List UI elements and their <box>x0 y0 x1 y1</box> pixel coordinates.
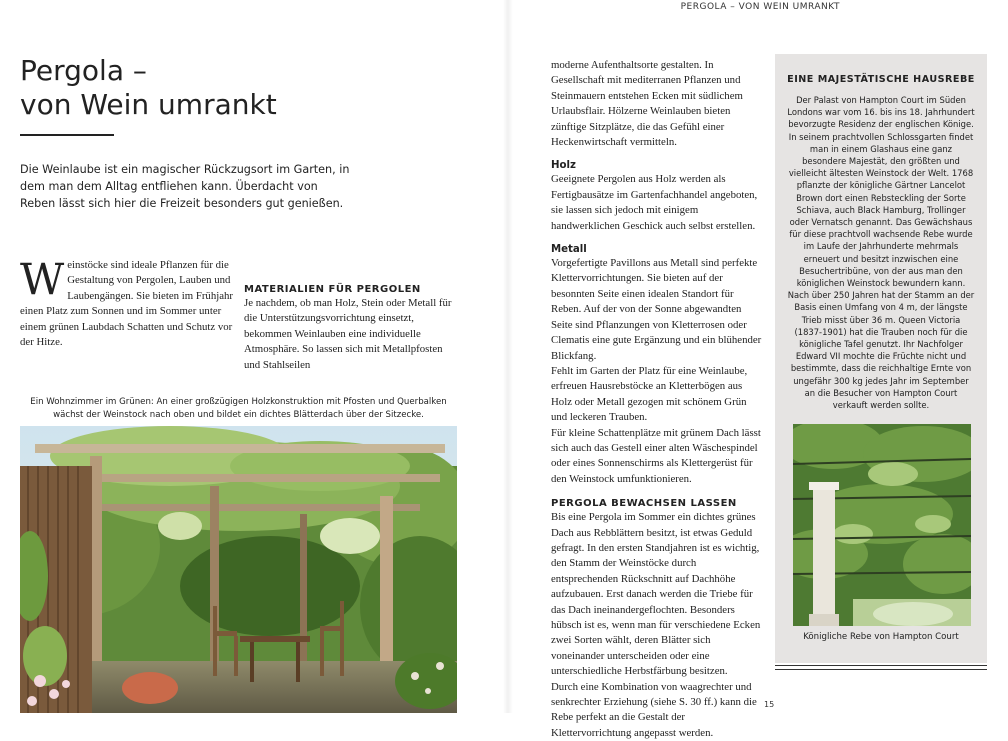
metall-text-3: Für kleine Schattenplätze mit grünem Dach lässt sich auch das Gestell einer alten Wäschespindel oder eines Sonnenschirms als Klettergerüst für den Weinstock umfunktionieren. <box>551 426 761 485</box>
article-column-2 <box>244 284 459 373</box>
pergola-photo-image <box>20 426 457 713</box>
article-column-1 <box>20 255 234 350</box>
title-line-2: von Wein umrankt <box>20 88 277 121</box>
materials-heading: MATERIALIEN FÜR PERGOLEN <box>244 284 421 295</box>
page-number: 15 <box>764 700 775 709</box>
page-title <box>20 54 277 122</box>
metall-text-1: Vorgefertigte Pavillons aus Metall sind perfekte Klettervorrichtungen. Sie bieten auf der besonnten Seite einen idealen Standort für Reben. Auf der von der Sonne abgewandten Seite sind Pflanzungen von Kletterrosen oder Clematis eine gute Ergänzung und ein blühender Blickfang. <box>551 257 762 362</box>
sidebar-bottom-rule <box>775 665 987 670</box>
holz-text: Geeignete Pergolen aus Holz werden als Fertigbausätze im Gartenfachhandel angeboten, sie lassen sich jedoch mit einigem handwerklichen Geschick auch selbst erstellen. <box>551 173 758 232</box>
intro-paragraph: Die Weinlaube ist ein magischer Rückzugsort im Garten, in dem man dem Alltag entfliehen kann. Überdacht von Reben lässt sich hier die Freizeit besonders gut genießen. <box>20 163 350 210</box>
materials-text: Je nachdem, ob man Holz, Stein oder Metall für die Unterstützungsvorrichtung einsetzt, bekommen Weinlauben eine individuelle Atmosphäre. So lassen sich mit Metallpfosten und Stahlseilen <box>244 297 452 371</box>
drop-cap: W <box>20 255 65 305</box>
sidebar-title: EINE MAJESTÄTISCHE HAUSREBE <box>787 74 975 85</box>
title-underline <box>20 134 114 136</box>
sidebar-photo-caption: Königliche Rebe von Hampton Court <box>803 632 959 642</box>
metall-text-2: Fehlt im Garten der Platz für eine Weinlaube, erfreuen Hausrebstöcke an Kletterbögen aus Holz oder Metall gezogen mit schönem Grün und leckeren Trauben. <box>551 364 748 424</box>
hampton-court-vine-photo <box>793 424 971 626</box>
running-head: PERGOLA – VON WEIN UMRANKT <box>680 2 840 12</box>
pergola-text-2: Durch eine Kombination von waagrechter und senkrechter Erziehung (siehe S. 30 ff.) kann die Rebe perfekt an die Gestalt der Klettervorrichtung angepasst werden. <box>551 680 757 739</box>
sidebar-text: Der Palast von Hampton Court im Süden Londons war vom 16. bis ins 18. Jahrhundert bevorzugte Residenz der englischen Könige. In seinem prachtvollen Schlossgarten findet man in einem Glashaus eine ganz besondere Majestät, den größten und vielleicht ältesten Weinstock der Welt. 1768 pflanzte der königliche Gärtner Lancelot Brown dort einen Rebsteckling der Sorte Schiava, auch Black Hamburg, Trollinger oder Vernatsch genannt. Das Gewächshaus für diese prachtvoll wachsende Rebe wurde im Laufe der Jahrhunderte mehrmals erneuert und besitzt inzwischen eine Besuchertribüne, von der aus man den königlichen Weinstock bewundern kann. Nach über 250 Jahren hat der Stamm an der Basis einen Umfang von 4 m, der längste Trieb misst über 36 m. Queen Victoria (1837-1901) hat die Trauben noch für die königliche Tafel genutzt. Ihr Nachfolger Edward VII mochte die Früchte nicht und bestimmte, dass die reichhaltige Ernte von ungefähr 300 kg jedes Jahr im September an die Besucher von Hampton Court verkauft werden sollte. <box>787 95 975 411</box>
pergola-text-1: Bis eine Pergola im Sommer ein dichtes grünes Dach aus Rebblättern besitzt, ist etwas Geduld gefragt. In den ersten Standjahren ist es wichtig, den Stamm der Weinstöcke durch entsprechenden Rückschnitt auf Dachhöhe aufzubauen. Erst danach werden die Triebe für das Dach ineinandergeflochten. Besonders hübsch ist es, wenn man für verschiedene Ecken zwei Sorten wählt, deren Blätter sich voneinander unterscheiden oder eine unterschiedliche Herbstfärbung besitzen. <box>551 511 761 678</box>
pergola-photo <box>20 426 457 713</box>
page-gutter <box>503 0 513 713</box>
pergola-heading: PERGOLA BEWACHSEN LASSEN <box>551 498 737 510</box>
hampton-court-vine-image <box>793 424 971 626</box>
column-1-text: einstöcke sind ideale Pflanzen für die Gestaltung von Pergolen, Lauben und Laubengängen. Sie bieten im Frühjahr einen Platz zum Sonnen und im Sommer unter einem grünen Laubdach Schatten und Schutz vor der Hitze. <box>20 259 234 349</box>
holz-heading: Holz <box>551 160 576 172</box>
article-column-3 <box>551 58 763 741</box>
metall-heading: Metall <box>551 244 587 256</box>
column-3-intro: moderne Aufenthaltsorte gestalten. In Gesellschaft mit mediterranen Pflanzen und Steinmauern entstehen Ecken mit südlichem Urlaubsflair. Hölzerne Weinlauben bieten zünftige Sitzplätze, die das Gefühl einer Heckenwirtschaft vermitteln. <box>551 59 743 149</box>
photo-caption-pergola: Ein Wohnzimmer im Grünen: An einer großzügigen Holzkonstruktion mit Pfosten und Querbalken wächst der Weinstock nach oben und bildet ein dichtes Blätterdach über der Sitzecke. <box>30 397 447 420</box>
title-line-1: Pergola – <box>20 54 147 87</box>
